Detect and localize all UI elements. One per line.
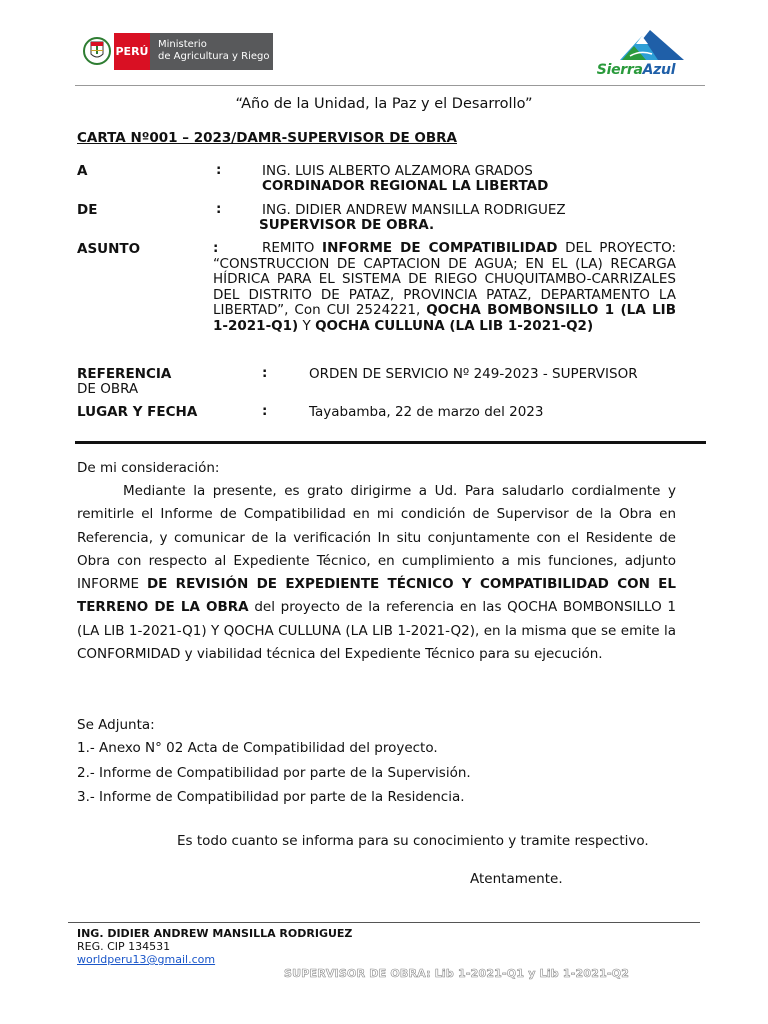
adjunta-item-3: 3.- Informe de Compatibilidad por parte de la Residencia. (77, 789, 465, 805)
greeting: De mi consideración: (77, 460, 220, 476)
main-paragraph: Mediante la presente, es grato dirigirme a Ud. Para saludarlo cordialmente y remitirle el Informe de Compatibilidad en mi condición de Supervisor de la Obra en Referencia, y comunicar de la verificación In situ conjuntamente con el Residente de Obra con respecto al Expediente Técnico, en cumplimiento a mis funciones, adjunto INFORME DE REVISIÓN DE EXPEDIENTE TÉCNICO Y COMPATIBILIDAD CON EL TERRENO DE LA OBRA del proyecto de la referencia en las QOCHA BOMBONSILLO 1 (LA LIB 1-2021-Q1) Y QOCHA CULLUNA (LA LIB 1-2021-Q2), en la misma que se emite la CONFORMIDAD y viabilidad técnica del Expediente Técnico para su ejecución. (77, 483, 677, 663)
field-asunto-colon: : (213, 241, 219, 256)
field-referencia-cont: DE OBRA (77, 381, 139, 397)
field-referencia-value: ORDEN DE SERVICIO Nº 249-2023 - SUPERVISOR (309, 366, 638, 382)
field-de-colon: : (216, 202, 222, 217)
section-divider (75, 441, 706, 444)
adjunta-item-2: 2.- Informe de Compatibilidad por parte de la Supervisión. (77, 765, 471, 781)
field-de-name: ING. DIDIER ANDREW MANSILLA RODRIGUEZ (262, 202, 566, 218)
field-a-label: A (77, 163, 88, 179)
field-lugar-value: Tayabamba, 22 de marzo del 2023 (309, 404, 544, 420)
ministry-logo (80, 33, 273, 70)
field-a-colon: : (216, 163, 222, 178)
field-de-label: DE (77, 202, 98, 218)
footer-note: SUPERVISOR DE OBRA: Lib 1-2021-Q1 y Lib 1-2021-Q2 (284, 967, 630, 980)
field-lugar-colon: : (262, 404, 268, 419)
letter-title: CARTA Nº001 – 2023/DAMR-SUPERVISOR DE OBRA (77, 130, 457, 146)
field-lugar-label: LUGAR Y FECHA (77, 404, 198, 420)
field-de-role: SUPERVISOR DE OBRA. (259, 217, 435, 233)
field-a-role: CORDINADOR REGIONAL LA LIBERTAD (262, 178, 549, 194)
field-referencia-label: REFERENCIA (77, 366, 172, 382)
field-a-name: ING. LUIS ALBERTO ALZAMORA GRADOS (262, 163, 533, 179)
signer-name: ING. DIDIER ANDREW MANSILLA RODRIGUEZ (77, 927, 353, 940)
signer-registration: REG. CIP 134531 (77, 940, 171, 953)
field-referencia-colon: : (262, 366, 268, 381)
adjunta-title: Se Adjunta: (77, 717, 155, 733)
peru-label: PERÚ (114, 33, 150, 70)
closing-line: Es todo cuanto se informa para su conocimiento y tramite respectivo. (177, 833, 649, 849)
field-asunto-label: ASUNTO (77, 241, 141, 257)
peru-coat-of-arms-icon (80, 33, 114, 70)
sierra-azul-wordmark: SierraAzul (596, 62, 676, 78)
sierra-azul-logo (586, 26, 686, 82)
signer-email-link[interactable]: worldperu13@gmail.com (77, 953, 216, 966)
header-divider (75, 85, 705, 86)
ministry-line-2: de Agricultura y Riego (158, 51, 270, 62)
year-motto: “Año de la Unidad, la Paz y el Desarrollo” (235, 96, 533, 112)
adjunta-item-1: 1.- Anexo N° 02 Acta de Compatibilidad del proyecto. (77, 740, 438, 756)
ministry-label (150, 33, 273, 70)
ministry-line-1: Ministerio (158, 39, 207, 50)
mountain-icon (586, 26, 686, 66)
signoff: Atentamente. (470, 871, 563, 887)
footer-divider (68, 922, 700, 923)
field-asunto-text: REMITO INFORME DE COMPATIBILIDAD DEL PROYECTO: “CONSTRUCCION DE CAPTACION DE AGUA; EN EL (LA) RECARGA HÍDRICA PARA EL SISTEMA DE RIEGO CHUQUITAMBO-CARRIZALES DEL DISTRITO DE PATAZ, PROVINCIA PATAZ, DEPARTAMENTO LA LIBERTAD”, Con CUI 2524221, QOCHA BOMBONSILLO 1 (LA LIB 1-2021-Q1) Y QOCHA CULLUNA (LA LIB 1-2021-Q2) (213, 240, 677, 334)
